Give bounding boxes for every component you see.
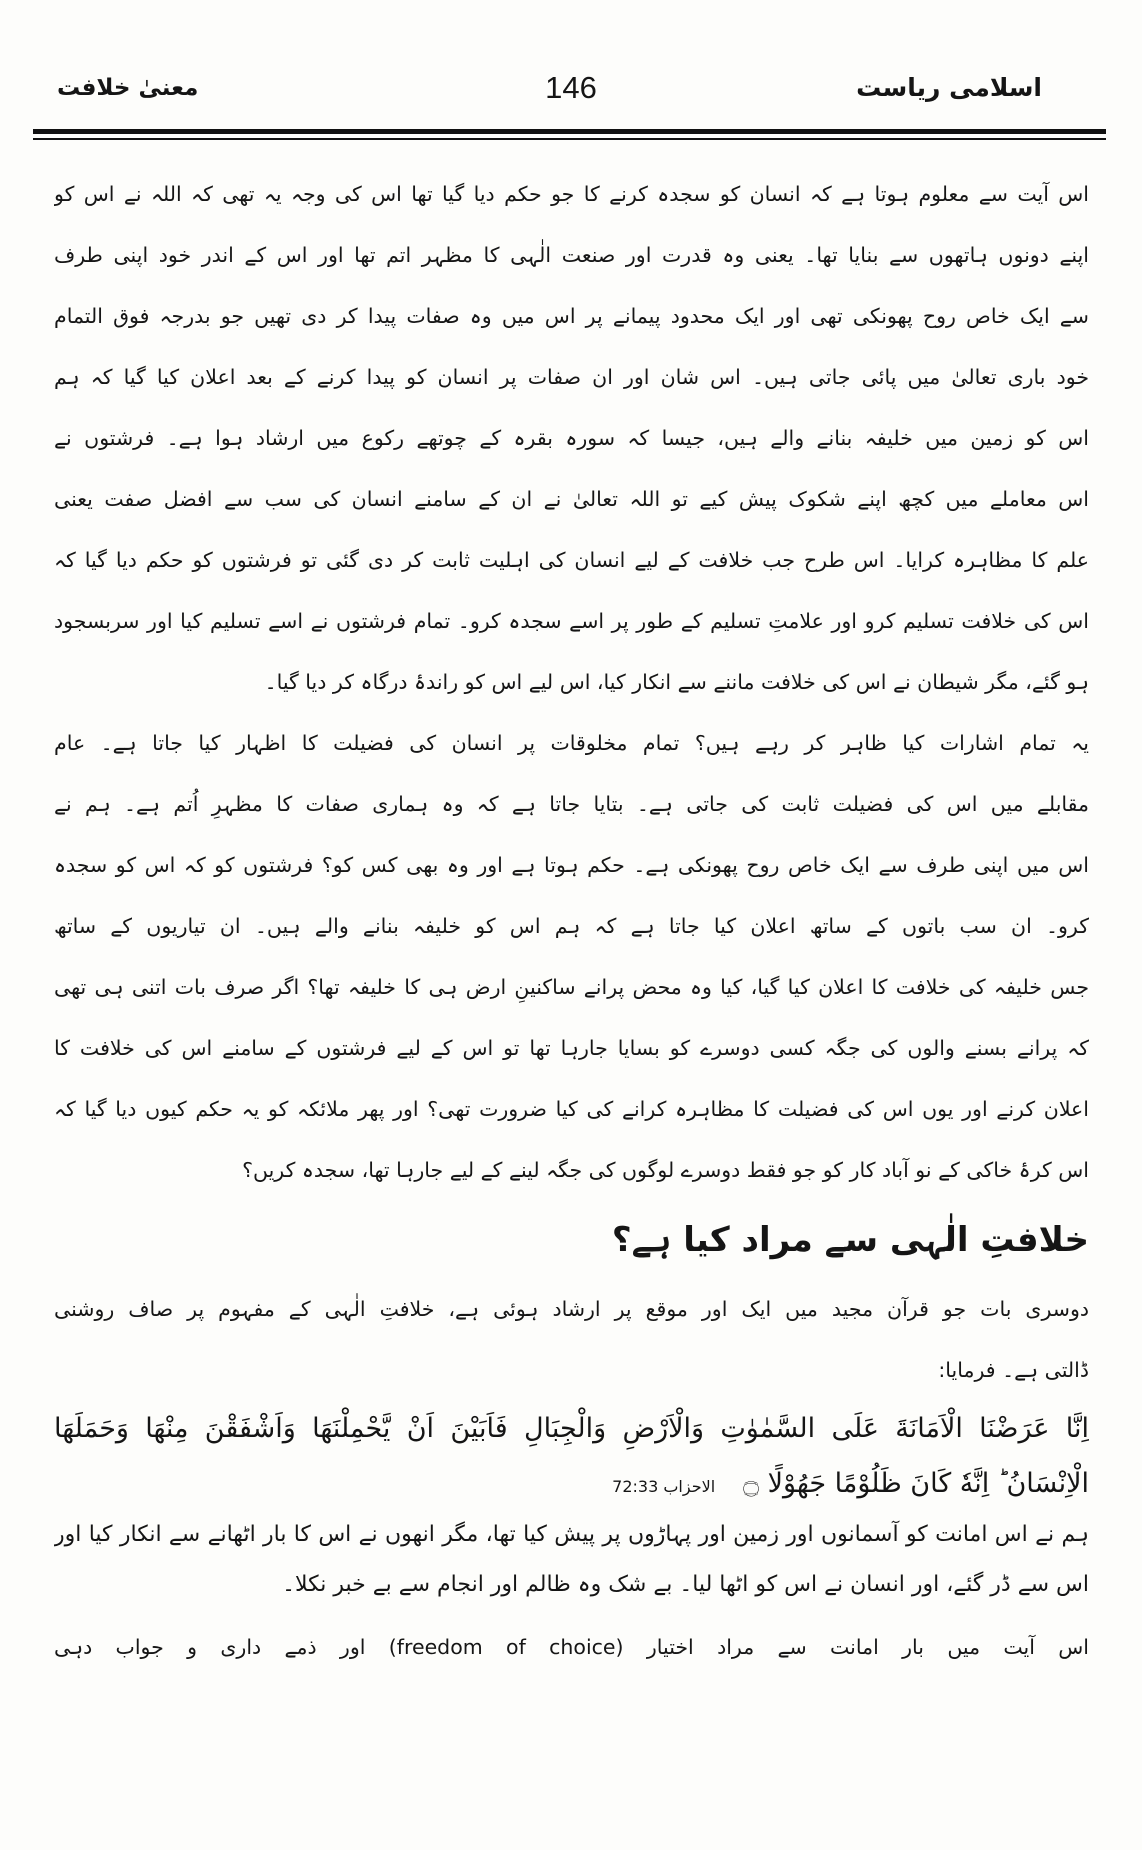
body-line: اپنے دونوں ہاتھوں سے بنایا تھا۔ یعنی وہ قدرت اور صنعت الٰہی کا مظہر اتم تھا اور اس کے اندر خود اپنی طرف (54, 243, 1089, 267)
quran-verse (54, 1401, 1089, 1511)
body-line: اعلان کرنے اور یوں اس کی فضیلت کا مظاہرہ کرانے کی کیا ضرورت تھی؟ اور پھر ملائکہ کو یہ حکم کیوں دیا گیا کہ (54, 1097, 1089, 1121)
paragraph-3 (54, 1279, 1089, 1401)
body-line: دوسری بات جو قرآن مجید میں ایک اور موقع پر ارشاد ہوئی ہے، خلافتِ الٰہی کے مفہوم پر صاف روشنی (54, 1297, 1089, 1321)
body-line: ڈالتی ہے۔ فرمایا: (938, 1358, 1089, 1382)
body-line: اس کرۂ خاکی کے نو آباد کار کو جو فقط دوسرے لوگوں کی جگہ لینے کے لیے جارہا تھا، سجدہ کریں؟ (242, 1158, 1089, 1182)
page-number: 146 (545, 70, 597, 105)
translation-line: اس سے ڈر گئے، اور انسان نے اس کو اٹھا لیا۔ بے شک وہ ظالم اور انجام سے بے خبر نکلا۔ (282, 1572, 1089, 1597)
header-rule-thick (33, 129, 1106, 134)
body-line: اس میں اپنی طرف سے ایک خاص روح پھونکی ہے۔ حکم ہوتا ہے اور وہ بھی کس کو؟ فرشتوں کو کہ اس کو سجدہ (54, 853, 1089, 877)
body-line: اس کی خلافت تسلیم کرو اور علامتِ تسلیم کے طور پر اسے سجدہ کرو۔ تمام فرشتوں نے اسے تسلیم کیا اور سربسجود (54, 609, 1089, 633)
paragraph-1 (54, 164, 1089, 713)
body-line: جس خلیفہ کی خلافت کا اعلان کیا گیا، کیا وہ محض پرانے ساکنینِ ارض ہی کا خلیفہ تھا؟ اگر صرف بات اتنی ہی تھی (54, 975, 1089, 999)
body-line: اس آیت سے معلوم ہوتا ہے کہ انسان کو سجدہ کرنے کا جو حکم دیا گیا تھا اس کی وجہ یہ تھی کہ اللہ نے اس کو (54, 182, 1089, 206)
body-line: یہ تمام اشارات کیا ظاہر کر رہے ہیں؟ تمام مخلوقات پر انسان کی فضیلت کا اظہار کیا جاتا ہے۔ عام (54, 731, 1089, 755)
body-line: اس آیت میں بار امانت سے مراد اختیار (freedom of choice) اور ذمے داری و جواب دہی (54, 1635, 1089, 1659)
header-rule-thin (33, 138, 1106, 140)
verse-line (54, 1457, 1089, 1511)
body-line: سے ایک خاص روح پھونکی تھی اور ایک محدود پیمانے پر اس میں وہ صفات پیدا کر دی تھیں جو بدرجہ فوق التمام (54, 304, 1089, 328)
running-head-chapter-title: معنیٰ خلافت (57, 75, 199, 101)
body-line: خود باری تعالیٰ میں پائی جاتی ہیں۔ اس شان اور ان صفات پر انسان کو پیدا کرنے کے بعد اعلان کیا گیا کہ ہم (54, 365, 1089, 389)
paragraph-2 (54, 713, 1089, 1201)
section-heading: خلافتِ الٰہی سے مراد کیا ہے؟ (611, 1220, 1089, 1260)
body-line: اس معاملے میں کچھ اپنے شکوک پیش کیے تو اللہ تعالیٰ نے ان کے سامنے انسان کی سب سے افضل صفت یعنی (54, 487, 1089, 511)
body-line: اس کو زمین میں خلیفہ بنانے والے ہیں، جیسا کہ سورہ بقرہ کے چوتھے رکوع میں ارشاد ہوا ہے۔ فرشتوں نے (54, 426, 1089, 450)
translation-line: ہم نے اس امانت کو آسمانوں اور زمین اور پہاڑوں پر پیش کیا تھا، مگر انھوں نے اس کا بار اٹھانے سے انکار کیا اور (54, 1522, 1089, 1547)
verse-line: اِنَّا عَرَضْنَا الْاَمَانَةَ عَلَى السَّمٰوٰتِ وَالْاَرْضِ وَالْجِبَالِ فَاَبَيْنَ اَنْ يَّحْمِلْنَهَا وَاَشْفَقْنَ مِنْهَا وَحَمَلَهَا (54, 1413, 1089, 1444)
paragraph-4 (54, 1617, 1089, 1678)
body-line: کرو۔ ان سب باتوں کے ساتھ اعلان کیا جاتا ہے کہ ہم اس کو خلیفہ بنانے والے ہیں۔ ان تیاریوں کے ساتھ (54, 914, 1089, 938)
body-line: علم کا مظاہرہ کرایا۔ اس طرح جب خلافت کے لیے انسان کی اہلیت ثابت کر دی گئی تو فرشتوں کو حکم دیا گیا کہ (54, 548, 1089, 572)
body-line: ہو گئے، مگر شیطان نے اس کی خلافت ماننے سے انکار کیا، اس لیے اس کو راندۂ درگاہ کر دیا گیا۔ (264, 670, 1089, 694)
verse-translation (54, 1511, 1089, 1611)
page-text-block (54, 164, 1089, 1678)
body-line: مقابلے میں اس کی فضیلت ثابت کی جاتی ہے۔ بتایا جاتا ہے کہ وہ ہماری صفات کا مظہرِ اُتم ہے۔ ہم نے (54, 792, 1089, 816)
verse-line-text: الْاِنْسَانُ ؕ اِنَّهٗ كَانَ ظَلُوْمًا جَهُوْلًا ۝ (743, 1468, 1089, 1499)
body-line: کہ پرانے بسنے والوں کی جگہ کسی دوسرے کو بسایا جارہا تھا تو اس کے لیے فرشتوں کے سامنے اس کی خلافت کا (54, 1036, 1089, 1060)
verse-reference: الاحزاب 72:33 (612, 1477, 716, 1496)
running-head-book-title: اسلامی ریاست (856, 73, 1042, 102)
